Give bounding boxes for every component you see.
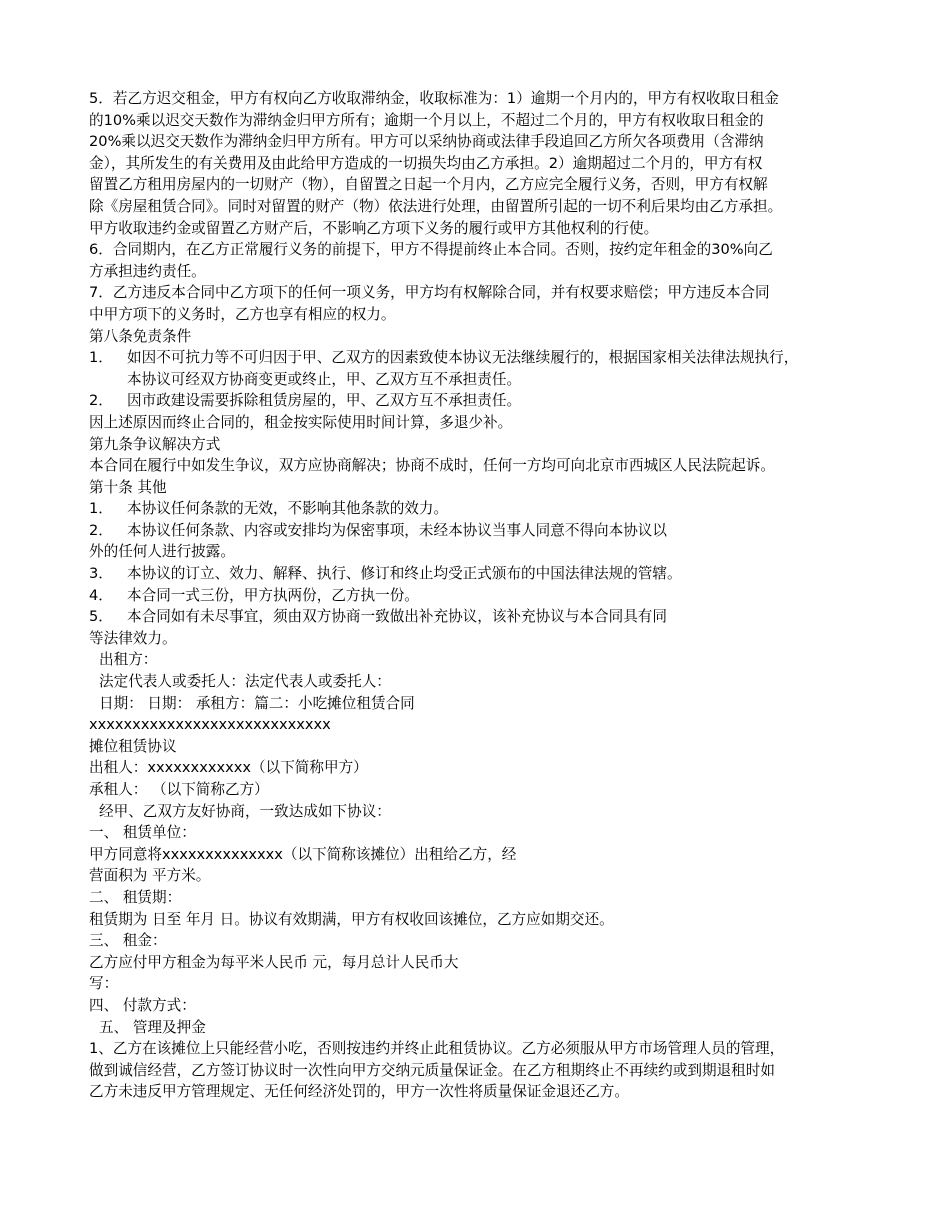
clause-5-line-2: 的10%乘以迟交天数作为滞纳金归甲方所有；逾期一个月以上，不超过二个月的，甲方有权收取日租金的 xyxy=(89,111,764,129)
item-number: 5． xyxy=(89,608,113,626)
section-2-heading: 二、 租赁期： xyxy=(89,888,182,906)
lessor-signature-label: 出租方： xyxy=(99,651,158,669)
section-5-item-1-line-2: 做到诚信经营，乙方签订协议时一次性向甲方交纳元质量保证金。在乙方租期终止不再续约或到期退租时如 xyxy=(89,1061,775,1079)
lessor-party: 出租人：xxxxxxxxxxxx（以下简称甲方） xyxy=(89,759,368,777)
section-4-heading: 四、 付款方式： xyxy=(89,996,196,1014)
item-number: 4． xyxy=(89,586,113,604)
clause-5-line-3: 20%乘以迟交天数作为滞纳金归甲方所有。甲方可以采纳协商或法律手段追回乙方所欠各项费用（含滞纳 xyxy=(89,133,764,151)
item-number: 1． xyxy=(89,349,113,367)
clause-7-line-1: 7．乙方违反本合同中乙方项下的任何一项义务，甲方均有权解除合同，并有权要求赔偿；甲方违反本合同 xyxy=(89,284,770,302)
item-text: 因市政建设需要拆除租赁房屋的，甲、乙双方互不承担责任。 xyxy=(127,392,522,410)
section-1-text-cont: 营面积为 平方米。 xyxy=(89,867,211,885)
item-text: 本合同如有未尽事宜，须由双方协商一致做出补充协议，该补充协议与本合同具有同 xyxy=(127,608,667,626)
legal-representative-labels: 法定代表人或委托人：法定代表人或委托人： xyxy=(99,673,391,691)
article-10-item-2-cont: 外的任何人进行披露。 xyxy=(89,543,235,561)
clause-7-line-2: 中甲方项下的义务时，乙方也享有相应的权力。 xyxy=(89,305,396,323)
article-8-item-1-cont: 本协议可经双方协商变更或终止，甲、乙双方互不承担责任。 xyxy=(127,370,522,388)
document-page xyxy=(89,88,869,1103)
section-1-heading: 一、 租赁单位： xyxy=(89,824,196,842)
date-and-lessee-line: 日期： 日期： 承租方：篇二：小吃摊位租赁合同 xyxy=(99,694,415,712)
clause-5-line-7: 甲方收取违约金或留置乙方财产后，不影响乙方项下义务的履行或甲方其他权利的行使。 xyxy=(89,219,659,237)
article-10-heading: 第十条 其他 xyxy=(89,478,167,496)
item-number: 2． xyxy=(89,392,113,410)
section-5-item-1-line-3: 乙方未违反甲方管理规定、无任何经济处罚的，甲方一次性将质量保证金退还乙方。 xyxy=(89,1083,629,1101)
article-10-item-2 xyxy=(89,520,869,542)
article-8-note: 因上述原因而终止合同的，租金按实际使用时间计算，多退少补。 xyxy=(89,413,513,431)
clause-5-line-4: 金），其所发生的有关费用及由此给甲方造成的一切损失均由乙方承担。2）逾期超过二个月的，甲方有权 xyxy=(89,154,763,172)
item-number: 1． xyxy=(89,500,113,518)
article-10-item-3 xyxy=(89,563,869,585)
article-9-heading: 第九条争议解决方式 xyxy=(89,435,221,453)
article-8-heading: 第八条免责条件 xyxy=(89,327,192,345)
section-5-heading: 五、 管理及押金 xyxy=(99,1018,206,1036)
clause-5-line-5: 留置乙方租用房屋内的一切财产（物），自留置之日起一个月内，乙方应完全履行义务，否则，甲方有权解 xyxy=(89,176,768,194)
article-8-item-2 xyxy=(89,390,869,412)
item-text: 本协议任何条款、内容或安排均为保密事项，未经本协议当事人同意不得向本协议以 xyxy=(127,521,667,539)
clause-5-line-6: 除《房屋租赁合同》。同时对留置的财产（物）依法进行处理，由留置所引起的一切不利后果均由乙方承担。 xyxy=(89,197,783,215)
section-2-text: 租赁期为 日至 年月 日。协议有效期满，甲方有权收回该摊位，乙方应如期交还。 xyxy=(89,910,614,928)
section-5-item-1-line-1: 1、乙方在该摊位上只能经营小吃，否则按违约并终止此租赁协议。乙方必须服从甲方市场管理人员的管理， xyxy=(89,1040,785,1058)
item-text: 本协议任何条款的无效，不影响其他条款的效力。 xyxy=(127,500,449,518)
article-10-item-5 xyxy=(89,606,869,628)
section-3-heading: 三、 租金： xyxy=(89,932,167,950)
placeholder-line: xxxxxxxxxxxxxxxxxxxxxxxxxxxx xyxy=(89,716,331,734)
section-3-text-cont: 写： xyxy=(89,975,119,993)
lessee-party: 承租人： （以下简称乙方） xyxy=(89,781,269,798)
section-3-text: 乙方应付甲方租金为每平米人民币 元，每月总计人民币大 xyxy=(89,953,459,971)
clause-5-line-1: 5．若乙方迟交租金，甲方有权向乙方收取滞纳金，收取标准为：1）逾期一个月内的，甲方有权收取日租金 xyxy=(89,90,779,107)
article-9-text: 本合同在履行中如发生争议，双方应协商解决；协商不成时，任何一方均可向北京市西城区人民法院起诉。 xyxy=(89,457,775,475)
item-text: 如因不可抗力等不可归因于甲、乙双方的因素致使本协议无法继续履行的，根据国家相关法律法规执行， xyxy=(127,349,799,367)
article-10-item-4 xyxy=(89,585,869,607)
item-number: 3． xyxy=(89,565,113,583)
agreement-title: 摊位租赁协议 xyxy=(89,737,177,755)
item-text: 本合同一式三份，甲方执两份，乙方执一份。 xyxy=(127,586,419,604)
article-8-item-1 xyxy=(89,347,869,369)
section-1-text: 甲方同意将xxxxxxxxxxxxxx（以下简称该摊位）出租给乙方，经 xyxy=(89,845,517,863)
article-10-item-1 xyxy=(89,498,869,520)
agreement-preamble: 经甲、乙双方友好协商，一致达成如下协议： xyxy=(99,802,391,820)
article-10-item-5-cont: 等法律效力。 xyxy=(89,629,177,647)
item-number: 2． xyxy=(89,521,113,539)
item-text: 本协议的订立、效力、解释、执行、修订和终止均受正式颁布的中国法律法规的管辖。 xyxy=(127,565,682,583)
clause-6-line-1: 6．合同期内，在乙方正常履行义务的前提下，甲方不得提前终止本合同。否则，按约定年租金的30%向乙 xyxy=(89,241,773,259)
clause-6-line-2: 方承担违约责任。 xyxy=(89,262,206,280)
